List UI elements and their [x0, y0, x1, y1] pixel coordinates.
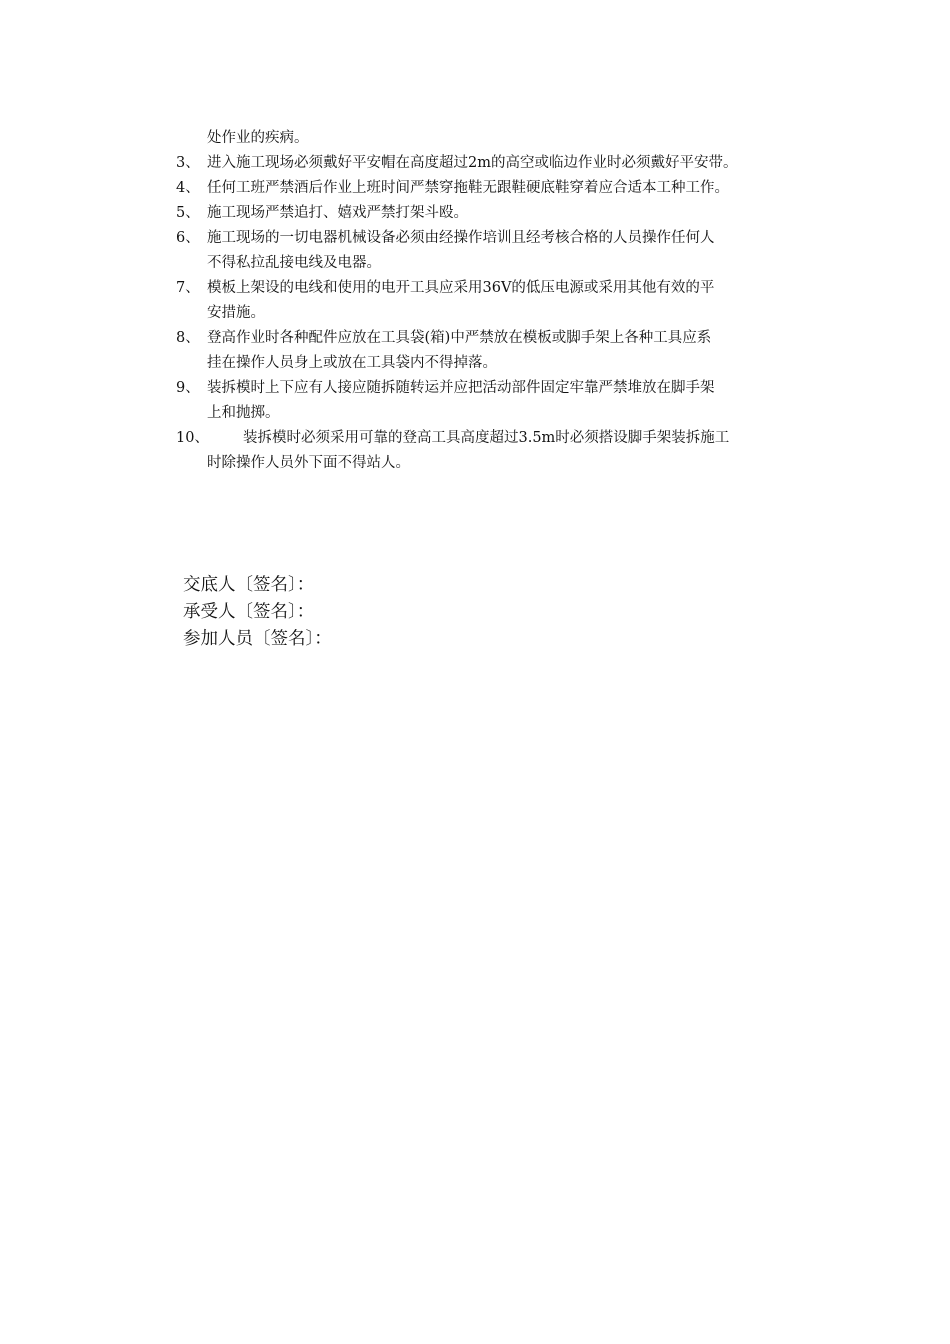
list-item-number: 7、 — [176, 280, 200, 296]
list-item-number: 5、 — [176, 205, 200, 221]
list-item-number: 8、 — [176, 330, 200, 346]
list-item-text-continued: 不得私拉乱接电线及电器。 — [207, 255, 381, 271]
list-item-text: 施工现场严禁追打、嬉戏严禁打架斗殴。 — [207, 205, 468, 221]
list-item-7 — [176, 276, 816, 326]
list-item-text: 处作业的疾病。 — [207, 130, 309, 146]
participants-signature-label: 参加人员〔签名〕： — [183, 629, 332, 649]
list-item-text: 模板上架设的电线和使用的电开工具应采用36V的低压电源或采用其他有效的平 — [207, 280, 715, 296]
list-item-text-continued: 挂在操作人员身上或放在工具袋内不得掉落。 — [207, 355, 497, 371]
list-item-text: 登高作业时各种配件应放在工具袋(箱)中严禁放在模板或脚手架上各种工具应系 — [207, 330, 712, 346]
list-item-text: 任何工班严禁酒后作业上班时间严禁穿拖鞋无跟鞋硬底鞋穿着应合适本工种工作。 — [207, 180, 729, 196]
signature-block — [183, 572, 332, 653]
list-item-text: 进入施工现场必须戴好平安帽在高度超过2m的高空或临边作业时必须戴好平安带。 — [207, 155, 738, 171]
list-item-3 — [176, 151, 816, 176]
list-item-text: 装拆模时必须采用可靠的登高工具高度超过3.5m时必须搭设脚手架装拆施工 — [243, 430, 730, 446]
list-item-number: 9、 — [176, 380, 200, 396]
list-item-text: 装拆模时上下应有人接应随拆随转运并应把活动部件固定牢靠严禁堆放在脚手架 — [207, 380, 715, 396]
list-item-9 — [176, 376, 816, 426]
list-item-text-continued: 上和抛掷。 — [207, 405, 280, 421]
list-item-continuation — [176, 126, 816, 151]
list-item-10 — [176, 426, 816, 476]
list-item-text: 施工现场的一切电器机械设备必须由经操作培训且经考核合格的人员操作任何人 — [207, 230, 715, 246]
list-item-5 — [176, 201, 816, 226]
list-item-8 — [176, 326, 816, 376]
list-item-6 — [176, 226, 816, 276]
list-item-text-continued: 安措施。 — [207, 305, 265, 321]
receiver-signature-label: 承受人〔签名〕： — [183, 602, 315, 622]
safety-rules-list — [176, 126, 816, 476]
list-item-number: 3、 — [176, 155, 200, 171]
list-item-number: 4、 — [176, 180, 200, 196]
list-item-number: 6、 — [176, 230, 200, 246]
list-item-text-continued: 时除操作人员外下面不得站人。 — [207, 455, 410, 471]
list-item-number: 10、 — [176, 430, 209, 446]
list-item-4 — [176, 176, 816, 201]
presenter-signature-label: 交底人〔签名〕： — [183, 575, 315, 595]
